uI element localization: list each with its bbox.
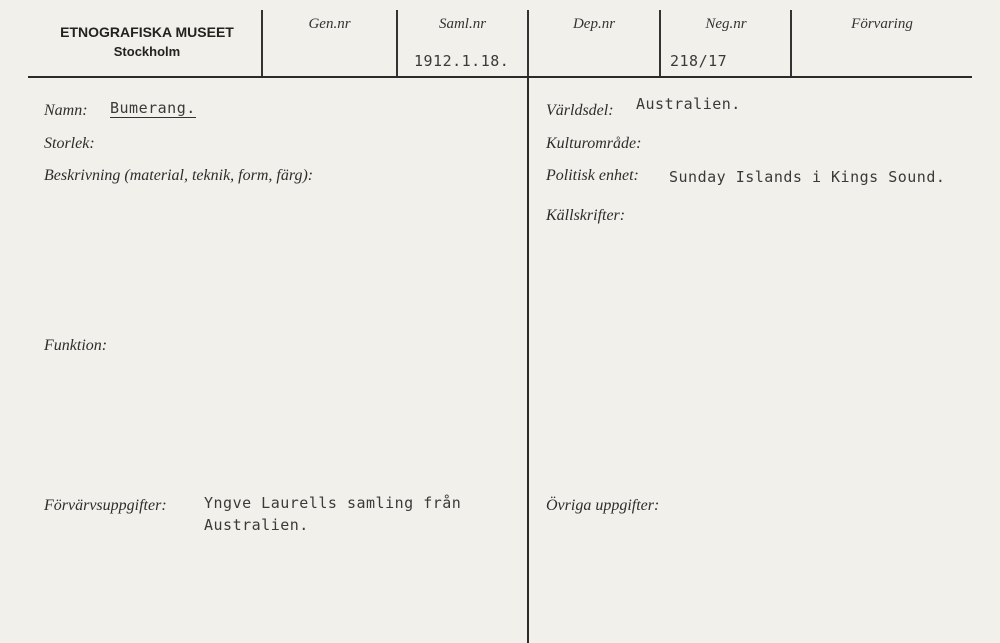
kallskrifter-label: Källskrifter: bbox=[546, 207, 626, 224]
varldsdel-value: Australien. bbox=[636, 95, 741, 113]
politisk-enhet-value: Sunday Islands i Kings Sound. bbox=[669, 168, 946, 186]
forvarv-value-line1: Yngve Laurells samling från bbox=[204, 494, 462, 512]
neg-nr-value: 218/17 bbox=[670, 52, 728, 70]
saml-nr-value: 1912.1.18. bbox=[414, 52, 510, 70]
museum-name: ETNOGRAFISKA MUSEET bbox=[60, 24, 234, 40]
varldsdel-label: Världsdel: bbox=[546, 102, 614, 119]
saml-nr-label: Saml.nr bbox=[438, 16, 487, 32]
dep-nr-label: Dep.nr bbox=[572, 16, 616, 32]
museum-block bbox=[52, 22, 242, 62]
forvarv-value-line2: Australien. bbox=[204, 516, 309, 534]
storlek-label: Storlek: bbox=[44, 135, 95, 152]
namn-label: Namn: bbox=[44, 102, 88, 119]
ovriga-label: Övriga uppgifter: bbox=[546, 497, 660, 514]
beskrivning-label: Beskrivning (material, teknik, form, färg): bbox=[44, 167, 314, 184]
neg-nr-label: Neg.nr bbox=[705, 16, 747, 32]
politisk-enhet-label: Politisk enhet: bbox=[546, 167, 639, 184]
museum-city: Stockholm bbox=[113, 44, 181, 59]
forvarv-label: Förvärvsuppgifter: bbox=[44, 497, 167, 514]
namn-value: Bumerang. bbox=[110, 99, 196, 117]
forvaring-label: Förvaring bbox=[851, 16, 913, 32]
kulturomrade-label: Kulturområde: bbox=[546, 135, 642, 152]
center-divider bbox=[527, 78, 529, 643]
header-rule bbox=[28, 76, 972, 78]
funktion-label: Funktion: bbox=[44, 337, 108, 354]
gen-nr-label: Gen.nr bbox=[308, 16, 351, 32]
